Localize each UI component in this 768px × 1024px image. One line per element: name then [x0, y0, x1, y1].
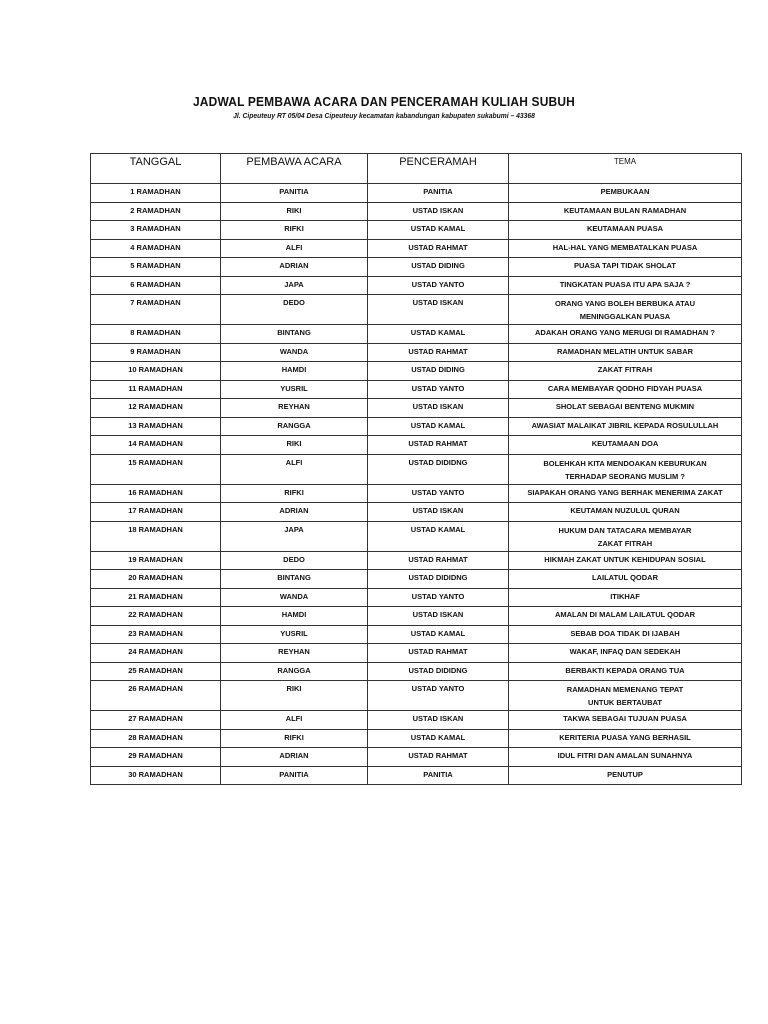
cell-tema: WAKAF, INFAQ DAN SEDEKAH	[509, 644, 742, 663]
cell-tanggal: 13 RAMADHAN	[91, 417, 221, 436]
cell-tema: SEBAB DOA TIDAK DI IJABAH	[509, 625, 742, 644]
cell-tema: IDUL FITRI DAN AMALAN SUNAHNYA	[509, 748, 742, 767]
cell-tanggal: 17 RAMADHAN	[91, 503, 221, 522]
cell-penceramah: USTAD ISKAN	[368, 607, 509, 626]
cell-tema: PEMBUKAAN	[509, 184, 742, 203]
schedule-table	[90, 153, 742, 785]
cell-tema: KEUTAMAN NUZULUL QURAN	[509, 503, 742, 522]
cell-pembawa-acara: YUSRIL	[221, 625, 368, 644]
table-row	[91, 607, 742, 626]
cell-penceramah: USTAD ISKAN	[368, 503, 509, 522]
cell-pembawa-acara: RANGGA	[221, 417, 368, 436]
cell-tanggal: 11 RAMADHAN	[91, 380, 221, 399]
cell-tanggal: 2 RAMADHAN	[91, 202, 221, 221]
table-row	[91, 748, 742, 767]
cell-tanggal: 24 RAMADHAN	[91, 644, 221, 663]
cell-tema: TINGKATAN PUASA ITU APA SAJA ?	[509, 276, 742, 295]
cell-tanggal: 9 RAMADHAN	[91, 343, 221, 362]
cell-tema: LAILATUL QODAR	[509, 570, 742, 589]
cell-pembawa-acara: RIKI	[221, 436, 368, 455]
cell-tanggal: 21 RAMADHAN	[91, 588, 221, 607]
cell-pembawa-acara: BINTANG	[221, 325, 368, 344]
cell-pembawa-acara: YUSRIL	[221, 380, 368, 399]
cell-pembawa-acara: REYHAN	[221, 399, 368, 418]
cell-tanggal: 28 RAMADHAN	[91, 729, 221, 748]
table-row	[91, 711, 742, 730]
table-row	[91, 570, 742, 589]
header-tanggal: TANGGAL	[91, 154, 221, 184]
cell-penceramah: USTAD RAHMAT	[368, 551, 509, 570]
cell-penceramah: USTAD RAHMAT	[368, 239, 509, 258]
cell-penceramah: PANITIA	[368, 184, 509, 203]
cell-pembawa-acara: RIFKI	[221, 484, 368, 503]
cell-pembawa-acara: ALFI	[221, 239, 368, 258]
table-row	[91, 588, 742, 607]
cell-tema: AMALAN DI MALAM LAILATUL QODAR	[509, 607, 742, 626]
cell-tanggal: 7 RAMADHAN	[91, 295, 221, 325]
cell-tanggal: 27 RAMADHAN	[91, 711, 221, 730]
cell-pembawa-acara: REYHAN	[221, 644, 368, 663]
cell-pembawa-acara: DEDO	[221, 551, 368, 570]
table-row	[91, 362, 742, 381]
cell-pembawa-acara: RIFKI	[221, 221, 368, 240]
cell-tema: ADAKAH ORANG YANG MERUGI DI RAMADHAN ?	[509, 325, 742, 344]
table-row	[91, 729, 742, 748]
cell-penceramah: USTAD DIDING	[368, 362, 509, 381]
cell-penceramah: USTAD ISKAN	[368, 399, 509, 418]
header-tema: TEMA	[509, 154, 742, 184]
schedule-body	[91, 184, 742, 785]
cell-pembawa-acara: JAPA	[221, 521, 368, 551]
cell-tema: PUASA TAPI TIDAK SHOLAT	[509, 258, 742, 277]
header-pembawa-acara: PEMBAWA ACARA	[221, 154, 368, 184]
cell-penceramah: USTAD DIDIDNG	[368, 454, 509, 484]
cell-tanggal: 14 RAMADHAN	[91, 436, 221, 455]
cell-tema: HIKMAH ZAKAT UNTUK KEHIDUPAN SOSIAL	[509, 551, 742, 570]
cell-pembawa-acara: PANITIA	[221, 184, 368, 203]
table-row	[91, 662, 742, 681]
cell-pembawa-acara: ADRIAN	[221, 258, 368, 277]
cell-tanggal: 1 RAMADHAN	[91, 184, 221, 203]
cell-pembawa-acara: HAMDI	[221, 607, 368, 626]
cell-penceramah: USTAD YANTO	[368, 681, 509, 711]
cell-pembawa-acara: WANDA	[221, 588, 368, 607]
cell-tema: CARA MEMBAYAR QODHO FIDYAH PUASA	[509, 380, 742, 399]
cell-penceramah: USTAD KAMAL	[368, 625, 509, 644]
cell-tanggal: 16 RAMADHAN	[91, 484, 221, 503]
cell-tanggal: 10 RAMADHAN	[91, 362, 221, 381]
cell-penceramah: USTAD KAMAL	[368, 729, 509, 748]
cell-tema: ZAKAT FITRAH	[509, 362, 742, 381]
cell-penceramah: USTAD ISKAN	[368, 202, 509, 221]
cell-pembawa-acara: RIFKI	[221, 729, 368, 748]
cell-tema: KEUTAMAAN PUASA	[509, 221, 742, 240]
cell-pembawa-acara: PANITIA	[221, 766, 368, 785]
cell-tanggal: 15 RAMADHAN	[91, 454, 221, 484]
table-row	[91, 239, 742, 258]
cell-tema: BERBAKTI KEPADA ORANG TUA	[509, 662, 742, 681]
cell-penceramah: USTAD KAMAL	[368, 221, 509, 240]
cell-pembawa-acara: HAMDI	[221, 362, 368, 381]
cell-tema: RAMADHAN MELATIH UNTUK SABAR	[509, 343, 742, 362]
cell-tema: PENUTUP	[509, 766, 742, 785]
cell-pembawa-acara: BINTANG	[221, 570, 368, 589]
cell-tanggal: 8 RAMADHAN	[91, 325, 221, 344]
table-row	[91, 184, 742, 203]
cell-penceramah: USTAD YANTO	[368, 276, 509, 295]
table-row	[91, 343, 742, 362]
cell-penceramah: USTAD KAMAL	[368, 325, 509, 344]
cell-tanggal: 29 RAMADHAN	[91, 748, 221, 767]
table-row	[91, 399, 742, 418]
cell-penceramah: USTAD RAHMAT	[368, 436, 509, 455]
document-subtitle: Jl. Cipeuteuy RT 05/04 Desa Cipeuteuy kecamatan kabandungan kabupaten sukabumi – 43368	[233, 111, 535, 120]
cell-penceramah: USTAD RAHMAT	[368, 644, 509, 663]
table-row	[91, 202, 742, 221]
cell-tanggal: 20 RAMADHAN	[91, 570, 221, 589]
cell-pembawa-acara: ALFI	[221, 454, 368, 484]
cell-tanggal: 22 RAMADHAN	[91, 607, 221, 626]
cell-tema: SIAPAKAH ORANG YANG BERHAK MENERIMA ZAKAT	[509, 484, 742, 503]
cell-pembawa-acara: ADRIAN	[221, 748, 368, 767]
cell-tema: ORANG YANG BOLEH BERBUKA ATAU MENINGGALKAN PUASA	[509, 295, 742, 325]
table-row	[91, 221, 742, 240]
cell-pembawa-acara: WANDA	[221, 343, 368, 362]
table-header-row	[91, 154, 742, 184]
table-row	[91, 681, 742, 711]
cell-tanggal: 3 RAMADHAN	[91, 221, 221, 240]
cell-tema: RAMADHAN MEMENANG TEPAT UNTUK BERTAUBAT	[509, 681, 742, 711]
table-row	[91, 295, 742, 325]
cell-tanggal: 26 RAMADHAN	[91, 681, 221, 711]
table-row	[91, 258, 742, 277]
cell-tema: HUKUM DAN TATACARA MEMBAYAR ZAKAT FITRAH	[509, 521, 742, 551]
table-row	[91, 325, 742, 344]
table-row	[91, 521, 742, 551]
cell-pembawa-acara: RIKI	[221, 681, 368, 711]
cell-tanggal: 6 RAMADHAN	[91, 276, 221, 295]
cell-tanggal: 4 RAMADHAN	[91, 239, 221, 258]
cell-penceramah: USTAD KAMAL	[368, 521, 509, 551]
document-title: JADWAL PEMBAWA ACARA DAN PENCERAMAH KULIAH SUBUH	[192, 94, 576, 109]
cell-penceramah: USTAD ISKAN	[368, 711, 509, 730]
cell-tema: HAL-HAL YANG MEMBATALKAN PUASA	[509, 239, 742, 258]
cell-penceramah: USTAD RAHMAT	[368, 343, 509, 362]
cell-penceramah: USTAD KAMAL	[368, 417, 509, 436]
cell-penceramah: USTAD RAHMAT	[368, 748, 509, 767]
cell-penceramah: USTAD DIDIDNG	[368, 570, 509, 589]
cell-penceramah: USTAD ISKAN	[368, 295, 509, 325]
cell-penceramah: USTAD DIDIDNG	[368, 662, 509, 681]
table-row	[91, 380, 742, 399]
table-row	[91, 436, 742, 455]
table-row	[91, 417, 742, 436]
cell-tema: SHOLAT SEBAGAI BENTENG MUKMIN	[509, 399, 742, 418]
cell-tema: BOLEHKAH KITA MENDOAKAN KEBURUKAN TERHADAP SEORANG MUSLIM ?	[509, 454, 742, 484]
cell-tanggal: 25 RAMADHAN	[91, 662, 221, 681]
header-penceramah: PENCERAMAH	[368, 154, 509, 184]
table-row	[91, 551, 742, 570]
cell-pembawa-acara: ALFI	[221, 711, 368, 730]
table-row	[91, 766, 742, 785]
cell-penceramah: USTAD DIDING	[368, 258, 509, 277]
cell-tanggal: 5 RAMADHAN	[91, 258, 221, 277]
cell-tema: AWASIAT MALAIKAT JIBRIL KEPADA ROSULULLAH	[509, 417, 742, 436]
cell-tema: TAKWA SEBAGAI TUJUAN PUASA	[509, 711, 742, 730]
cell-penceramah: PANITIA	[368, 766, 509, 785]
table-row	[91, 276, 742, 295]
cell-tema: KEUTAMAAN DOA	[509, 436, 742, 455]
cell-pembawa-acara: RIKI	[221, 202, 368, 221]
cell-tema: KEUTAMAAN BULAN RAMADHAN	[509, 202, 742, 221]
cell-pembawa-acara: DEDO	[221, 295, 368, 325]
cell-tanggal: 18 RAMADHAN	[91, 521, 221, 551]
cell-tanggal: 12 RAMADHAN	[91, 399, 221, 418]
table-row	[91, 625, 742, 644]
table-row	[91, 503, 742, 522]
cell-penceramah: USTAD YANTO	[368, 484, 509, 503]
cell-pembawa-acara: ADRIAN	[221, 503, 368, 522]
cell-tema: ITIKHAF	[509, 588, 742, 607]
cell-tanggal: 23 RAMADHAN	[91, 625, 221, 644]
cell-penceramah: USTAD YANTO	[368, 380, 509, 399]
table-row	[91, 454, 742, 484]
cell-tanggal: 19 RAMADHAN	[91, 551, 221, 570]
cell-tanggal: 30 RAMADHAN	[91, 766, 221, 785]
cell-penceramah: USTAD YANTO	[368, 588, 509, 607]
cell-pembawa-acara: JAPA	[221, 276, 368, 295]
cell-pembawa-acara: RANGGA	[221, 662, 368, 681]
table-row	[91, 644, 742, 663]
table-row	[91, 484, 742, 503]
cell-tema: KERITERIA PUASA YANG BERHASIL	[509, 729, 742, 748]
